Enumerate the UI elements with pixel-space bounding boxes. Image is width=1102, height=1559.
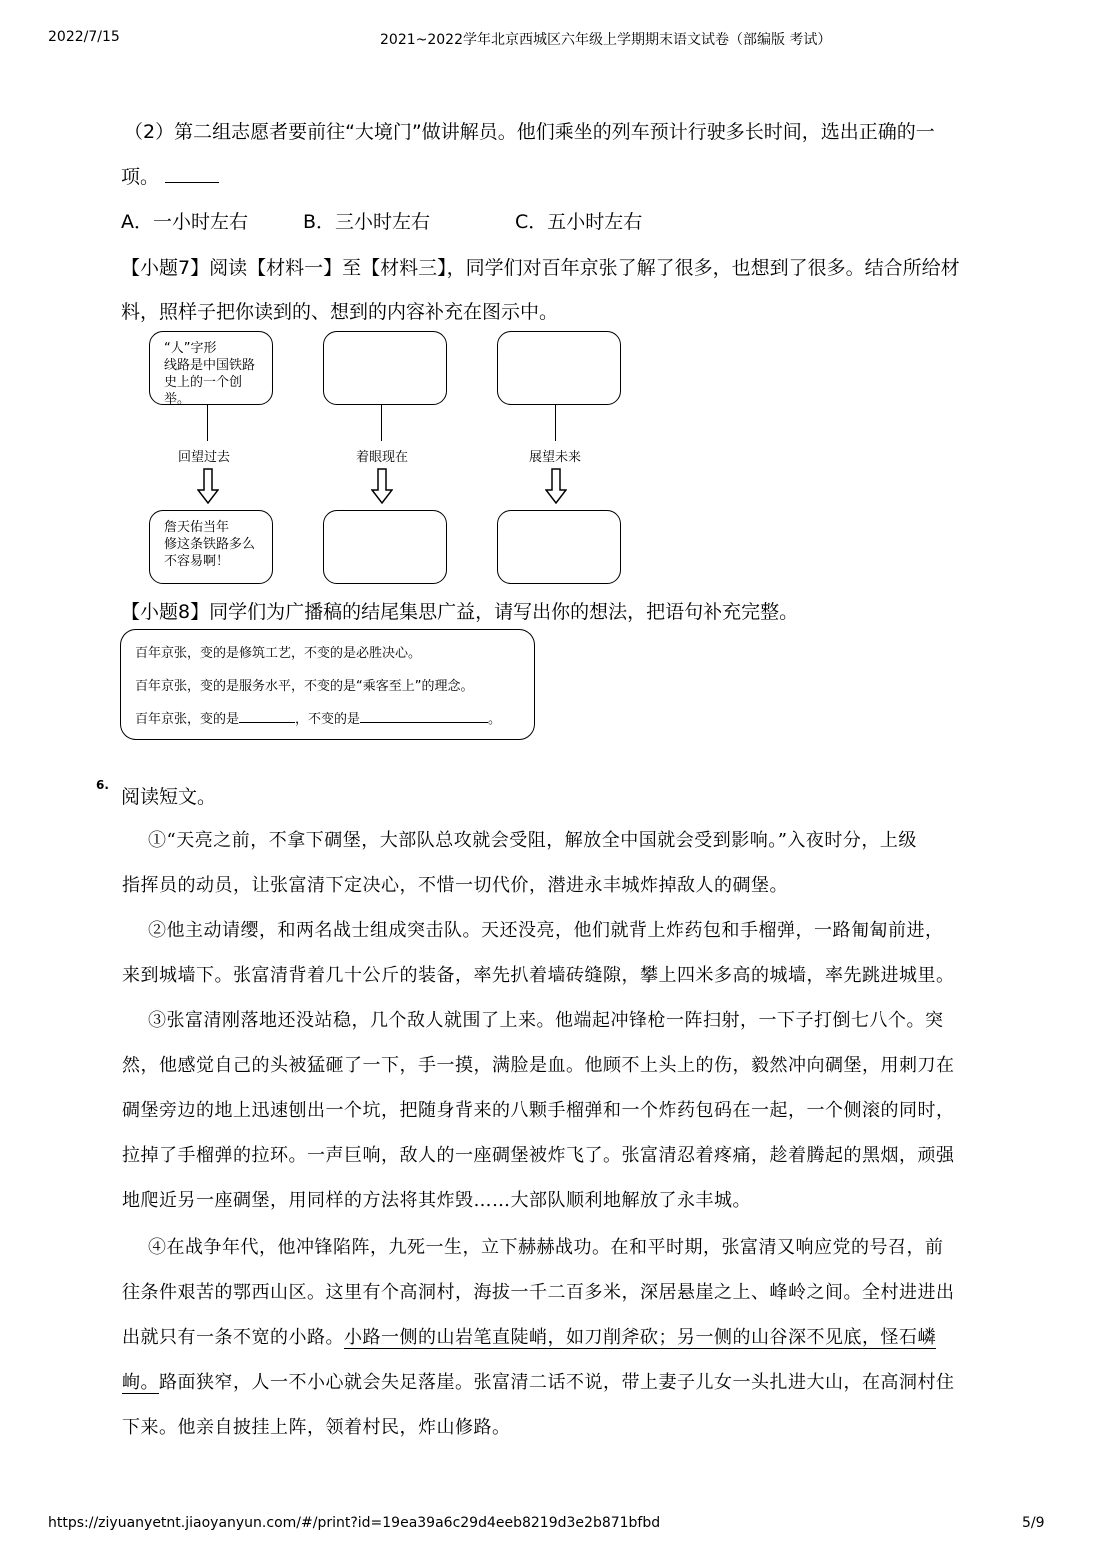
q8-fill-part-a: 百年京张，变的是 bbox=[135, 712, 240, 727]
passage-line: 下来。他亲自披挂上阵，领着村民，炸山修路。 bbox=[122, 1417, 511, 1438]
passage-line: ②他主动请缨，和两名战士组成突击队。天还没亮，他们就背上炸药包和手榴弹，一路匍匐前进， bbox=[148, 920, 944, 941]
q6-number: 6. bbox=[96, 778, 109, 792]
top-box-present[interactable] bbox=[323, 331, 447, 405]
label-past: 回望过去 bbox=[178, 450, 231, 465]
down-arrow-icon bbox=[197, 468, 219, 504]
q8-fill-part-c: 。 bbox=[488, 712, 502, 727]
top-box-future[interactable] bbox=[497, 331, 621, 405]
q8-fill-box bbox=[120, 629, 535, 740]
passage-text: 出就只有一条不宽的小路。 bbox=[122, 1327, 344, 1348]
connector-present bbox=[381, 405, 382, 441]
print-date: 2022/7/15 bbox=[48, 29, 120, 45]
page-number: 5/9 bbox=[1022, 1515, 1045, 1531]
q8-fill-line bbox=[135, 708, 501, 727]
passage-line bbox=[122, 1323, 936, 1349]
q2-line-1: （2）第二组志愿者要前往“大境门”做讲解员。他们乘坐的列车预计行驶多长时间，选出正确的一 bbox=[124, 121, 935, 143]
document-title: 2021~2022学年北京西城区六年级上学期期末语文试卷（部编版 考试） bbox=[380, 32, 832, 48]
q8-example-2: 百年京张，变的是服务水平，不变的是“乘客至上”的理念。 bbox=[135, 679, 474, 694]
passage-line: ④在战争年代，他冲锋陷阵，九死一生，立下赫赫战功。在和平时期，张富清又响应党的号召，前 bbox=[148, 1237, 944, 1258]
passage-line: 拉掉了手榴弹的拉环。一声巨响，敌人的一座碉堡被炸飞了。张富清忍着疼痛，趁着腾起的黑烟，顽强 bbox=[122, 1145, 955, 1166]
passage-line: 往条件艰苦的鄂西山区。这里有个高洞村，海拔一千二百多米，深居悬崖之上、峰岭之间。全村进进出 bbox=[122, 1282, 955, 1303]
bottom-box-future[interactable] bbox=[497, 510, 621, 584]
q7-line-1: 【小题7】阅读【材料一】至【材料三】，同学们对百年京张了解了很多，也想到了很多。结合所给材 bbox=[121, 257, 960, 279]
passage-line: 地爬近另一座碉堡，用同样的方法将其炸毁……大部队顺利地解放了永丰城。 bbox=[122, 1190, 751, 1211]
q8-title: 【小题8】同学们为广播稿的结尾集思广益，请写出你的想法，把语句补充完整。 bbox=[121, 601, 799, 623]
bottom-box-present[interactable] bbox=[323, 510, 447, 584]
q2-option-c: C．五小时左右 bbox=[515, 211, 643, 233]
underlined-sentence: 小路一侧的山岩笔直陡峭，如刀削斧砍；另一侧的山谷深不见底，怪石嶙 bbox=[344, 1327, 936, 1348]
q2-option-a: A．一小时左右 bbox=[121, 211, 248, 233]
answer-blank[interactable] bbox=[165, 168, 219, 183]
passage-line: 然，他感觉自己的头被猛砸了一下，手一摸，满脸是血。他顾不上头上的伤，毅然冲向碉堡，用刺刀在 bbox=[122, 1055, 955, 1076]
passage-line: ①“天亮之前，不拿下碉堡，大部队总攻就会受阻，解放全中国就会受到影响。”入夜时分，上级 bbox=[148, 830, 917, 851]
bottom-box-past bbox=[149, 510, 273, 584]
q7-line-2: 料，照样子把你读到的、想到的内容补充在图示中。 bbox=[121, 301, 559, 323]
passage-line bbox=[122, 1368, 955, 1394]
bottom-box-past-text: 詹天佑当年 修这条铁路多么 不容易啊！ bbox=[164, 520, 256, 569]
underlined-sentence: 峋。 bbox=[122, 1372, 159, 1393]
connector-future bbox=[555, 405, 556, 441]
down-arrow-icon bbox=[545, 468, 567, 504]
passage-line: ③张富清刚落地还没站稳，几个敌人就围了上来。他端起冲锋枪一阵扫射，一下子打倒七八个。突 bbox=[148, 1010, 944, 1031]
passage-text: 路面狭窄，人一不小心就会失足落崖。张富清二话不说，带上妻子儿女一头扎进大山，在高洞村住 bbox=[159, 1372, 955, 1393]
q2-option-b: B．三小时左右 bbox=[303, 211, 431, 233]
down-arrow-icon bbox=[371, 468, 393, 504]
answer-blank[interactable] bbox=[360, 710, 488, 723]
connector-past bbox=[207, 405, 208, 441]
label-present: 着眼现在 bbox=[356, 450, 409, 465]
passage-line: 来到城墙下。张富清背着几十公斤的装备，率先扒着墙砖缝隙，攀上四米多高的城墙，率先跳进城里。 bbox=[122, 965, 955, 986]
top-box-past bbox=[149, 331, 273, 405]
q2-line-2 bbox=[121, 162, 219, 189]
passage-line: 碉堡旁边的地上迅速刨出一个坑，把随身背来的八颗手榴弹和一个炸药包码在一起，一个侧滚的同时， bbox=[122, 1100, 955, 1121]
passage-line: 指挥员的动员，让张富清下定决心，不惜一切代价，潜进永丰城炸掉敌人的碉堡。 bbox=[122, 875, 788, 896]
answer-blank[interactable] bbox=[239, 710, 295, 723]
footer-url[interactable]: https://ziyuanyetnt.jiaoyanyun.com/#/print?id=19ea39a6c29d4eeb8219d3e2b871bfbd bbox=[48, 1515, 661, 1531]
top-box-past-text: “人”字形 线路是中国铁路 史上的一个创举。 bbox=[164, 341, 256, 407]
label-future: 展望未来 bbox=[529, 450, 582, 465]
q8-fill-part-b: ，不变的是 bbox=[295, 712, 361, 727]
q6-title: 阅读短文。 bbox=[121, 786, 217, 808]
q2-line-2-text: 项。 bbox=[121, 166, 160, 188]
q8-example-1: 百年京张，变的是修筑工艺，不变的是必胜决心。 bbox=[135, 646, 422, 661]
